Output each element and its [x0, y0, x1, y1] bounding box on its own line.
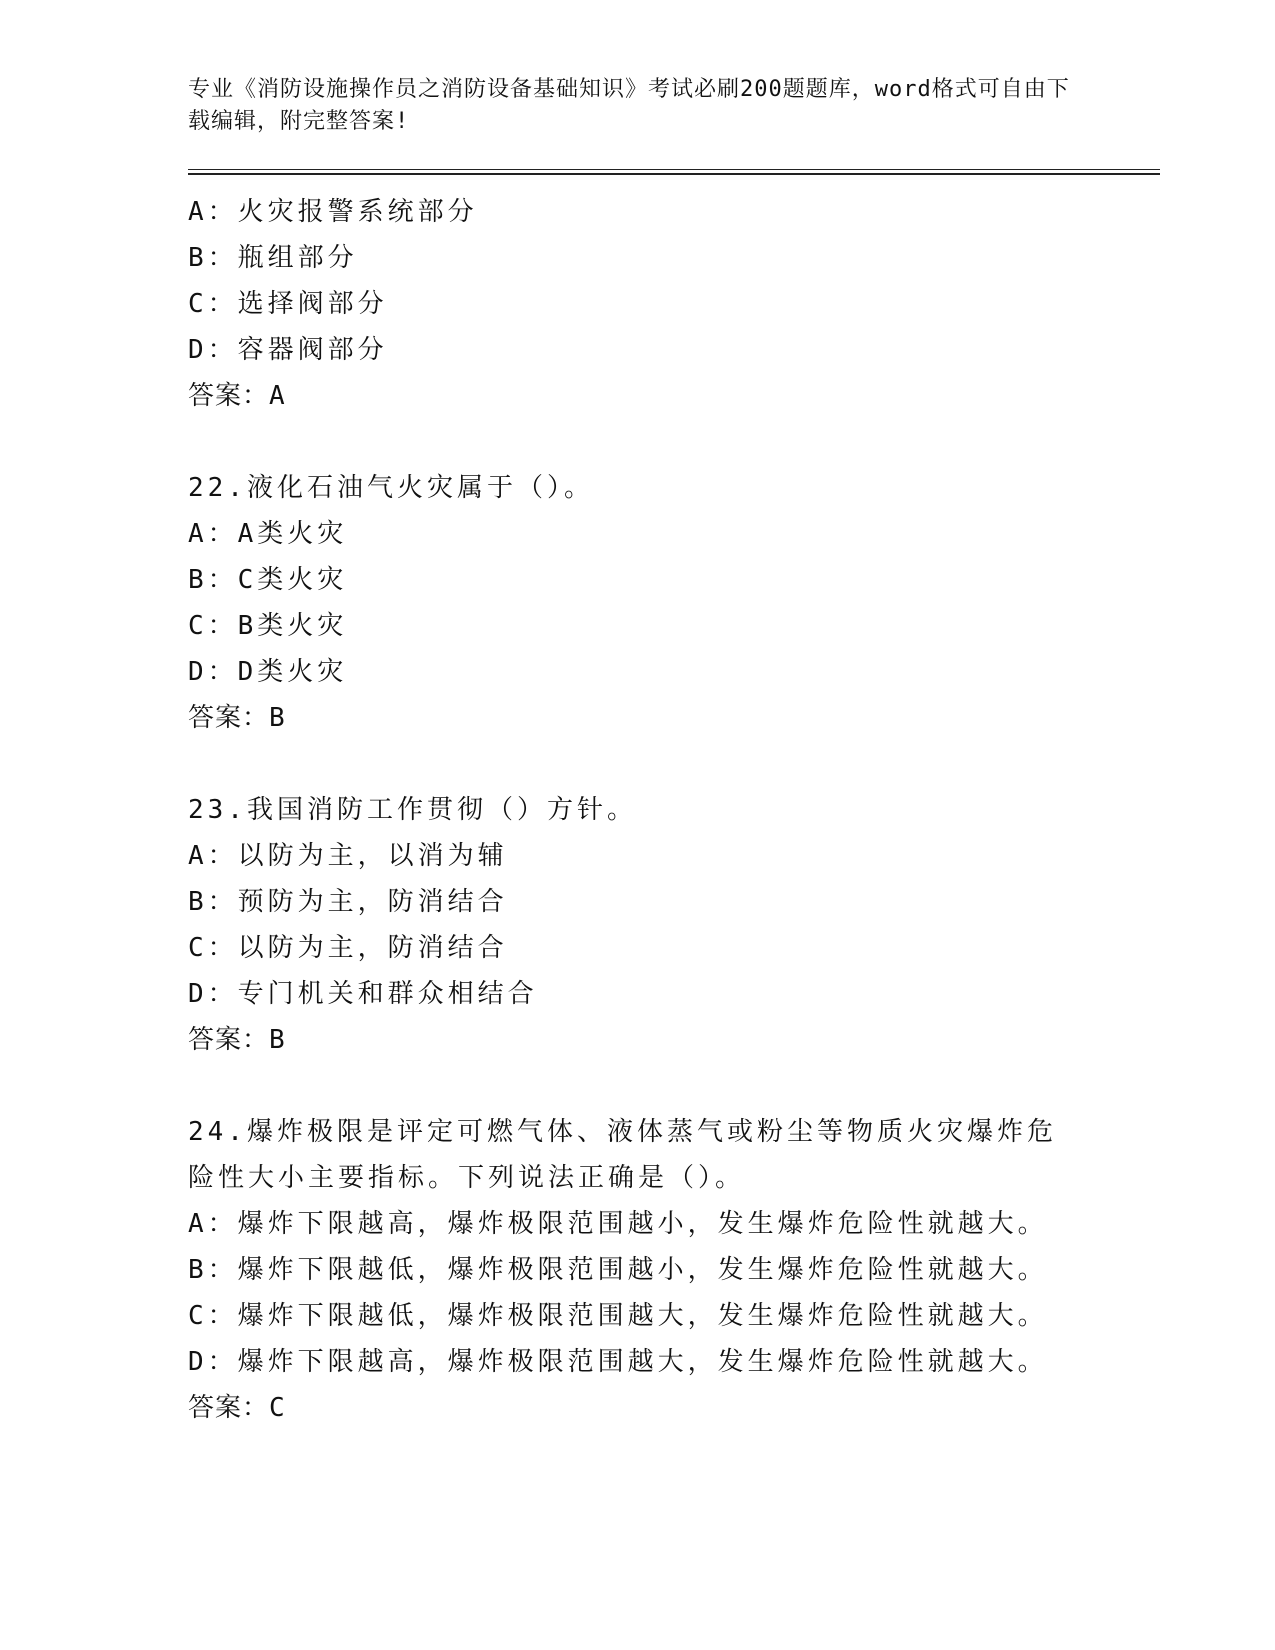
- question-block-21: [188, 189, 1088, 419]
- option-c: C：B类火灾: [188, 611, 348, 641]
- option-c: C：选择阀部分: [188, 289, 388, 319]
- header-divider-thin: [188, 169, 1160, 170]
- option-d: D：专门机关和群众相结合: [188, 979, 538, 1009]
- header-divider-thick: [188, 173, 1160, 175]
- option-a: A：爆炸下限越高，爆炸极限范围越小，发生爆炸危险性就越大。: [188, 1209, 1048, 1239]
- option-a: A：火灾报警系统部分: [188, 197, 478, 227]
- option-d: D：容器阀部分: [188, 335, 388, 365]
- answer-line: 答案：A: [188, 381, 286, 411]
- option-c: C：爆炸下限越低，爆炸极限范围越大，发生爆炸危险性就越大。: [188, 1301, 1048, 1331]
- option-b: B：C类火灾: [188, 565, 348, 595]
- option-c: C：以防为主，防消结合: [188, 933, 508, 963]
- question-stem: 23.我国消防工作贯彻（）方针。: [188, 795, 637, 825]
- question-content: [188, 189, 1088, 1431]
- question-block-22: [188, 465, 1088, 741]
- option-b: B：爆炸下限越低，爆炸极限范围越小，发生爆炸危险性就越大。: [188, 1255, 1048, 1285]
- option-d: D：爆炸下限越高，爆炸极限范围越大，发生爆炸危险性就越大。: [188, 1347, 1048, 1377]
- question-stem: 24.爆炸极限是评定可燃气体、液体蒸气或粉尘等物质火灾爆炸危险性大小主要指标。下列说法正确是（）。: [188, 1117, 1057, 1193]
- answer-line: 答案：C: [188, 1393, 286, 1423]
- answer-line: 答案：B: [188, 703, 286, 733]
- option-a: A：A类火灾: [188, 519, 348, 549]
- answer-line: 答案：B: [188, 1025, 286, 1055]
- option-a: A：以防为主，以消为辅: [188, 841, 508, 871]
- option-d: D：D类火灾: [188, 657, 348, 687]
- option-b: B：预防为主，防消结合: [188, 887, 508, 917]
- question-block-24: [188, 1109, 1088, 1431]
- option-b: B：瓶组部分: [188, 243, 358, 273]
- question-stem: 22.液化石油气火灾属于（）。: [188, 473, 594, 503]
- question-block-23: [188, 787, 1088, 1063]
- document-header: 专业《消防设施操作员之消防设备基础知识》考试必刷200题题库，word格式可自由下载编辑，附完整答案!: [188, 77, 1070, 134]
